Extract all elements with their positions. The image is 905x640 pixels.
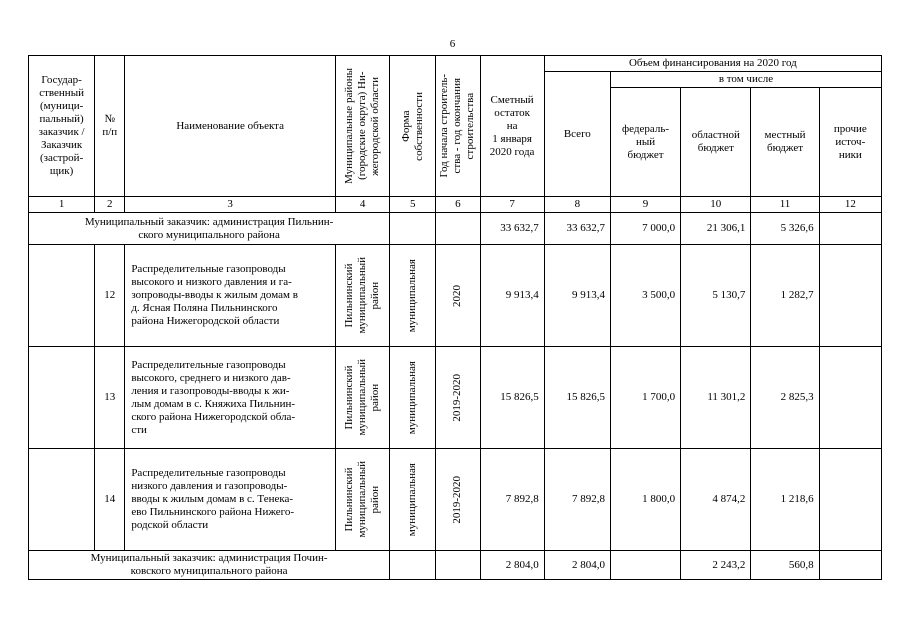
empty-cell	[29, 245, 95, 347]
local-value: 560,8	[751, 551, 819, 580]
row-number: 13	[95, 347, 125, 449]
regional-value: 21 306,1	[681, 213, 751, 245]
table-row	[29, 245, 882, 347]
empty-cell	[29, 347, 95, 449]
table-row	[29, 449, 882, 551]
header-years	[436, 56, 480, 197]
row-number: 12	[95, 245, 125, 347]
ownership-text: муниципальная	[406, 360, 419, 435]
header-remainder: Сметный остаток на 1 января 2020 года	[480, 56, 544, 197]
other-value	[819, 347, 881, 449]
district-text: Пильнинский муниципальный район	[343, 461, 382, 538]
header-ownership	[390, 56, 436, 197]
header-years-text: Год начала строитель- ства - год окончания строительства	[438, 74, 477, 178]
remainder-value: 2 804,0	[480, 551, 544, 580]
years-cell	[436, 245, 480, 347]
ownership-text: муниципальная	[406, 462, 419, 537]
financing-table	[28, 55, 882, 580]
col-number: 3	[125, 197, 336, 213]
empty-cell	[29, 449, 95, 551]
header-ownership-text: Форма собственности	[399, 91, 425, 161]
col-number: 11	[751, 197, 819, 213]
row-number: 14	[95, 449, 125, 551]
ownership-cell	[390, 449, 436, 551]
header-funding: Объем финансирования на 2020 год	[544, 56, 881, 72]
district-cell	[336, 245, 390, 347]
empty-cell	[390, 551, 436, 580]
years-text: 2019-2020	[451, 475, 464, 524]
header-including: в том числе	[610, 72, 881, 88]
district-text: Пильнинский муниципальный район	[343, 257, 382, 334]
local-value: 5 326,6	[751, 213, 819, 245]
remainder-value: 7 892,8	[480, 449, 544, 551]
col-number: 6	[436, 197, 480, 213]
years-cell	[436, 347, 480, 449]
district-cell	[336, 347, 390, 449]
col-number: 12	[819, 197, 881, 213]
table-row	[29, 347, 882, 449]
other-value	[819, 245, 881, 347]
col-number: 7	[480, 197, 544, 213]
remainder-value: 9 913,4	[480, 245, 544, 347]
header-districts-text: Муниципальные районы (городские округа) Ни- жегородской области	[343, 68, 382, 184]
group-title: Муниципальный заказчик: администрация Почин- ковского муниципального района	[29, 551, 390, 580]
federal-value: 3 500,0	[610, 245, 680, 347]
district-cell	[336, 449, 390, 551]
federal-value: 1 700,0	[610, 347, 680, 449]
header-total: Всего	[544, 72, 610, 197]
remainder-value: 33 632,7	[480, 213, 544, 245]
col-number: 1	[29, 197, 95, 213]
col-number: 5	[390, 197, 436, 213]
header-object-name: Наименование объекта	[125, 56, 336, 197]
group-row	[29, 551, 882, 580]
other-value	[819, 551, 881, 580]
header-other: прочие источ- ники	[819, 88, 881, 197]
regional-value: 11 301,2	[681, 347, 751, 449]
col-number: 10	[681, 197, 751, 213]
object-name: Распределительные газопроводы высокого, среднего и низкого дав- ления и газопроводы-вводы к жи- лым домам в с. Княжиха Пильнин- ского района Нижегородской обла- сти	[125, 347, 336, 449]
column-numbers-row	[29, 197, 882, 213]
header-federal: федераль- ный бюджет	[610, 88, 680, 197]
years-text: 2020	[451, 284, 464, 307]
col-number: 4	[336, 197, 390, 213]
empty-cell	[436, 551, 480, 580]
object-name: Распределительные газопроводы низкого давления и газопроводы- вводы к жилым домам в с. Тенека- ево Пильнинского района Нижего- родской области	[125, 449, 336, 551]
total-value: 2 804,0	[544, 551, 610, 580]
regional-value: 4 874,2	[681, 449, 751, 551]
other-value	[819, 213, 881, 245]
total-value: 33 632,7	[544, 213, 610, 245]
regional-value: 5 130,7	[681, 245, 751, 347]
header-local: местный бюджет	[751, 88, 819, 197]
col-number: 2	[95, 197, 125, 213]
district-text: Пильнинский муниципальный район	[343, 359, 382, 436]
federal-value	[610, 551, 680, 580]
header-row-1	[29, 56, 882, 72]
header-regional: областной бюджет	[681, 88, 751, 197]
federal-value: 1 800,0	[610, 449, 680, 551]
col-number: 9	[610, 197, 680, 213]
total-value: 7 892,8	[544, 449, 610, 551]
local-value: 2 825,3	[751, 347, 819, 449]
local-value: 1 282,7	[751, 245, 819, 347]
object-name: Распределительные газопроводы высокого и низкого давления и га- зопроводы-вводы к жилым домам в д. Ясная Поляна Пильнинского района Нижегородской области	[125, 245, 336, 347]
total-value: 9 913,4	[544, 245, 610, 347]
group-title: Муниципальный заказчик: администрация Пильнин- ского муниципального района	[29, 213, 390, 245]
remainder-value: 15 826,5	[480, 347, 544, 449]
federal-value: 7 000,0	[610, 213, 680, 245]
ownership-cell	[390, 245, 436, 347]
col-number: 8	[544, 197, 610, 213]
regional-value: 2 243,2	[681, 551, 751, 580]
years-cell	[436, 449, 480, 551]
local-value: 1 218,6	[751, 449, 819, 551]
ownership-cell	[390, 347, 436, 449]
page-number: 6	[449, 38, 456, 50]
other-value	[819, 449, 881, 551]
total-value: 15 826,5	[544, 347, 610, 449]
group-row	[29, 213, 882, 245]
years-text: 2019-2020	[451, 373, 464, 422]
empty-cell	[436, 213, 480, 245]
header-districts	[336, 56, 390, 197]
header-customer: Государ- ственный (муници- пальный) заказчик / Заказчик (застрой- щик)	[29, 56, 95, 197]
empty-cell	[390, 213, 436, 245]
ownership-text: муниципальная	[406, 258, 419, 333]
header-no: № п/п	[95, 56, 125, 197]
